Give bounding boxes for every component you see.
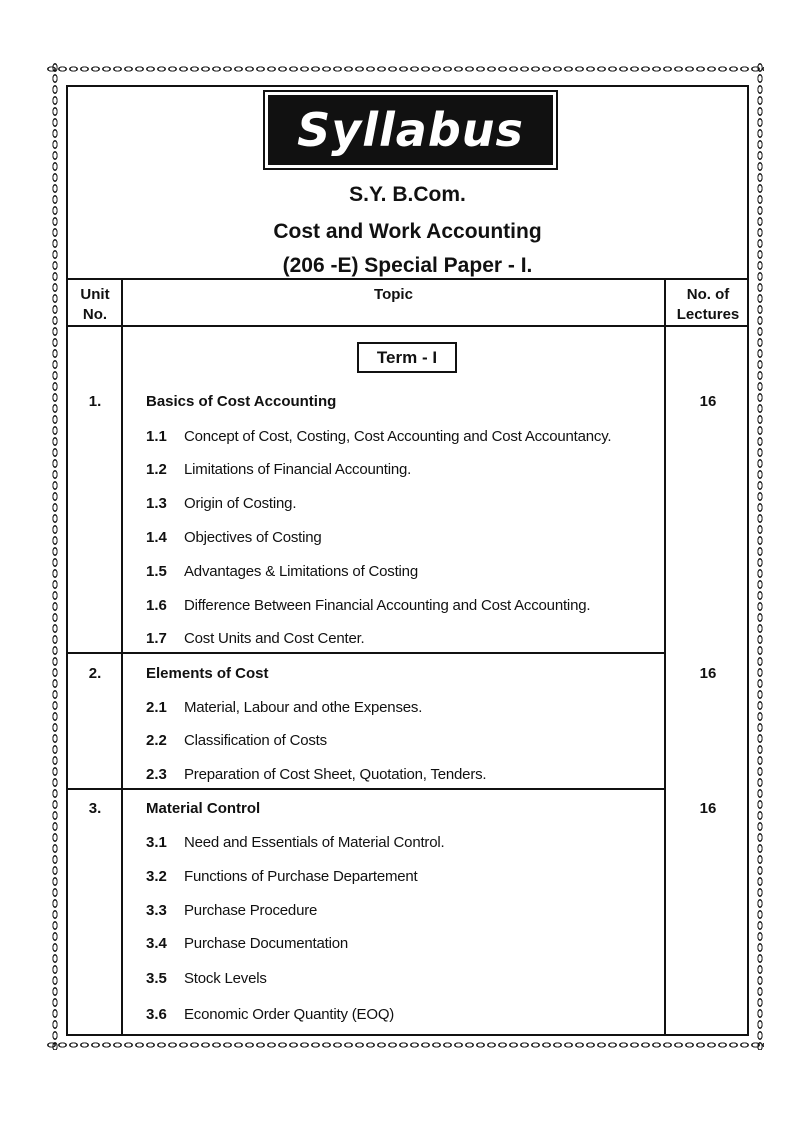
topic-number: 3.3 [146, 902, 167, 919]
unit-number: 3. [88, 800, 102, 817]
topic-number: 3.5 [146, 970, 167, 987]
topic-number: 3.1 [146, 834, 167, 851]
unit-lectures: 16 [699, 393, 717, 410]
topic-text: Cost Units and Cost Center. [184, 630, 365, 647]
table-header-rule [66, 325, 749, 327]
bottom-chain-border [46, 1038, 764, 1052]
topic-number: 3.2 [146, 868, 167, 885]
unit-column-divider [121, 278, 123, 1036]
lectures-header [666, 285, 750, 325]
lectures-column-divider [664, 278, 666, 1036]
syllabus-logo-text: Syllabus [268, 95, 553, 165]
table-top-rule [66, 278, 749, 280]
unit-lectures: 16 [699, 665, 717, 682]
topic-text: Need and Essentials of Material Control. [184, 834, 445, 851]
unit-header-line2: No. [82, 306, 108, 323]
paper-heading: (206 -E) Special Paper - I. [282, 254, 533, 277]
topic-number: 2.3 [146, 766, 167, 783]
top-chain-border [46, 62, 764, 76]
topic-text: Functions of Purchase Departement [184, 868, 418, 885]
topic-text: Preparation of Cost Sheet, Quotation, Tenders. [184, 766, 487, 783]
unit-title: Elements of Cost [146, 665, 269, 682]
right-chain-border [753, 62, 767, 1050]
unit-number: 2. [88, 665, 102, 682]
unit-1-bottom-rule [66, 652, 666, 654]
unit-lectures: 16 [699, 800, 717, 817]
topic-number: 3.6 [146, 1006, 167, 1023]
topic-text: Origin of Costing. [184, 495, 297, 512]
topic-text: Classification of Costs [184, 732, 327, 749]
class-heading: S.Y. B.Com. [349, 183, 466, 206]
topic-number: 1.4 [146, 529, 167, 546]
term-label: Term - I [357, 342, 457, 373]
topic-number: 1.3 [146, 495, 167, 512]
topic-text: Limitations of Financial Accounting. [184, 461, 412, 478]
topic-number: 2.1 [146, 699, 167, 716]
unit-title: Basics of Cost Accounting [146, 393, 337, 410]
left-chain-border [48, 62, 62, 1050]
topic-header: Topic [374, 286, 413, 303]
unit-title: Material Control [146, 800, 261, 817]
topic-text: Concept of Cost, Costing, Cost Accounting and Cost Accountancy. [184, 428, 612, 445]
topic-text: Economic Order Quantity (EOQ) [184, 1006, 395, 1023]
subject-heading: Cost and Work Accounting [273, 220, 542, 243]
topic-number: 1.6 [146, 597, 167, 614]
unit-header-line1: Unit [80, 286, 110, 303]
topic-number: 1.1 [146, 428, 167, 445]
topic-number: 3.4 [146, 935, 167, 952]
topic-text: Purchase Documentation [184, 935, 349, 952]
lectures-header-line2: Lectures [676, 306, 740, 323]
lectures-header-line1: No. of [686, 286, 730, 303]
topic-text: Advantages & Limitations of Costing [184, 563, 418, 580]
unit-header [68, 285, 122, 325]
topic-number: 1.5 [146, 563, 167, 580]
topic-number: 1.2 [146, 461, 167, 478]
unit-number: 1. [88, 393, 102, 410]
topic-text: Material, Labour and othe Expenses. [184, 699, 423, 716]
topic-number: 2.2 [146, 732, 167, 749]
topic-text: Objectives of Costing [184, 529, 322, 546]
topic-text: Purchase Procedure [184, 902, 318, 919]
topic-text: Difference Between Financial Accounting and Cost Accounting. [184, 597, 591, 614]
unit-2-bottom-rule [66, 788, 666, 790]
topic-number: 1.7 [146, 630, 167, 647]
topic-text: Stock Levels [184, 970, 267, 987]
syllabus-logo [263, 90, 558, 170]
